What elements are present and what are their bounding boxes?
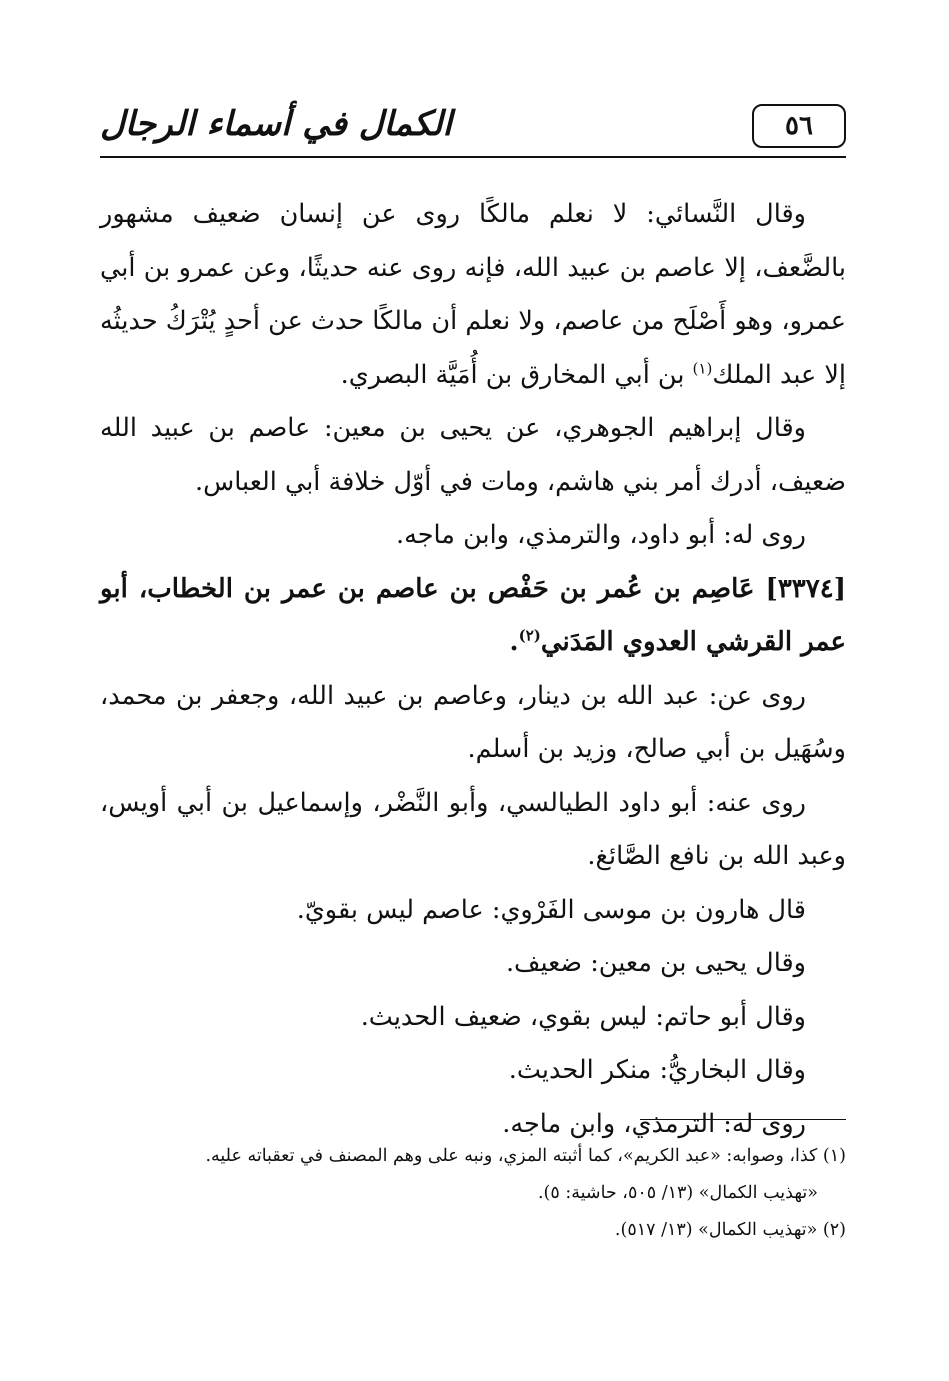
page-header — [100, 98, 846, 158]
entry-number: [٣٣٧٤] — [765, 573, 846, 604]
footnote-ref-2: (٢) — [518, 626, 541, 645]
paragraph-narrated-by: روى له: أبو داود، والترمذي، وابن ماجه. — [396, 520, 806, 550]
paragraph-ibn-maeen: وقال يحيى بن معين: ضعيف. — [505, 948, 806, 978]
entry-end: . — [509, 627, 519, 657]
book-title: الكمال في أسماء الرجال — [100, 104, 452, 144]
paragraph-nasai — [100, 188, 846, 402]
footnotes — [100, 1138, 846, 1249]
footnote-1-continued: «تهذيب الكمال» (١٣/ ٥٠٥، حاشية: ٥). — [537, 1183, 818, 1203]
main-text — [100, 188, 846, 1151]
footnote-1: (١) كذا، وصوابه: «عبد الكريم»، كما أثبته المزي، ونبه على وهم المصنف في تعقباته عليه. — [205, 1146, 846, 1166]
footnote-rule — [640, 1119, 846, 1120]
paragraph-text: بن أبي المخارق بن أُمَيَّة البصري. — [340, 359, 693, 390]
entry-heading — [100, 563, 846, 670]
page-number: ٥٦ — [752, 104, 846, 148]
paragraph-narrated-by-2: روى له: الترمذي، وابن ماجه. — [502, 1108, 806, 1139]
paragraph-narrated-to: روى عنه: أبو داود الطيالسي، وأبو النَّضْر، وإسماعيل بن أبي أويس، وعبد الله بن نافع الصَّائغ. — [100, 787, 846, 871]
paragraph-abu-hatim: وقال أبو حاتم: ليس بقوي، ضعيف الحديث. — [360, 1001, 806, 1032]
header-rule — [100, 156, 846, 158]
paragraph-narrated-from: روى عن: عبد الله بن دينار، وعاصم بن عبيد الله، وجعفر بن محمد، وسُهَيل بن أبي صالح، وزيد بن أسلم. — [100, 680, 846, 764]
entry-name: عَاصِم بن عُمر بن حَفْص بن عاصم بن عمر بن الخطاب، أبو عمر القرشي العدوي المَدَني — [100, 573, 846, 657]
paragraph-harun: قال هارون بن موسى الفَرْوي: عاصم ليس بقويّ. — [296, 894, 806, 925]
paragraph-jawhari: وقال إبراهيم الجوهري، عن يحيى بن معين: عاصم بن عبيد الله ضعيف، أدرك أمر بني هاشم، ومات في أوّل خلافة أبي العباس. — [100, 413, 846, 497]
footnote-ref-1: (١) — [692, 359, 713, 377]
footnote-2: (٢) «تهذيب الكمال» (١٣/ ٥١٧). — [614, 1220, 846, 1240]
paragraph-text: وقال النَّسائي: لا نعلم مالكًا روى عن إنسان ضعيف مشهور بالضَّعف، إلا عاصم بن عبيد الله، فإنه روى عنه حديثًا، وعن عمرو بن أبي عمرو، وهو أَصْلَح من عاصم، ولا نعلم أن مالكًا حدث عن أحدٍ يُتْرَكُ حديثُه إلا عبد الملك — [100, 199, 846, 390]
paragraph-bukhari: وقال البخاريُّ: منكر الحديث. — [508, 1055, 806, 1085]
